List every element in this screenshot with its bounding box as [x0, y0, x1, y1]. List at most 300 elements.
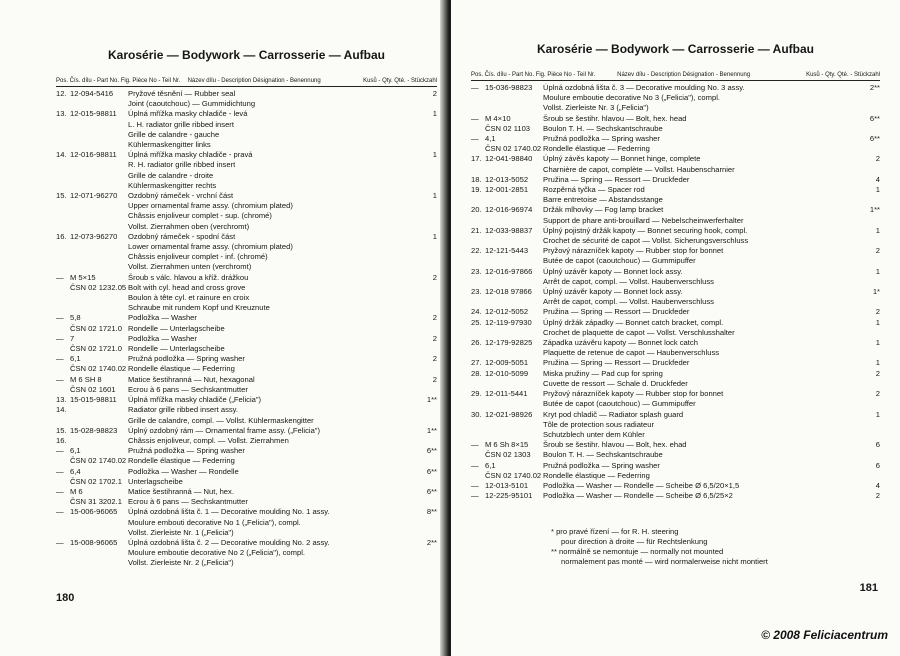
part-position: —: [471, 440, 479, 450]
part-number: [70, 181, 128, 191]
part-description: Charnière de capot, complète — Vollst. Haubenscharnier: [543, 164, 735, 174]
part-quantity: 2: [875, 307, 880, 317]
part-number: [485, 399, 543, 409]
part-number: 6,1: [485, 460, 496, 470]
part-quantity: 1: [875, 317, 880, 327]
part-number: 12-015-98811: [70, 109, 117, 119]
part-description: Radiator grille ribbed insert assy.: [128, 405, 239, 415]
part-number: [485, 216, 543, 226]
part-number: [70, 293, 128, 303]
part-description: Moulure embouti decorative No 1 („Felicia"), compl.: [128, 517, 301, 527]
part-description: Úplná ozdobná lišta č. 1 — Decorative moulding No. 1 assy.: [128, 507, 330, 517]
part-position: [56, 201, 70, 211]
part-description: Moulure emboutie decorative No 3 („Felicia"), compl.: [543, 93, 720, 103]
part-description: Moulure emboutie decorative No 2 („Felicia"), compl.: [128, 548, 305, 558]
part-number: 12-119-97930: [485, 317, 532, 327]
part-quantity: [862, 195, 880, 205]
part-description: Boulon à tête cyl. et rainure en croix: [128, 293, 250, 303]
left-column-header: [56, 78, 437, 85]
part-number: M 6: [70, 486, 83, 496]
part-position: [56, 283, 70, 293]
part-number: ČSN 02 1103: [485, 123, 531, 133]
part-row: [471, 114, 880, 124]
part-description: Úplný ozdobný rám — Ornamental frame assy. („Felicia"): [128, 425, 321, 435]
part-description: Plaquette de retenue de capot — Haubenverschluss: [543, 348, 720, 358]
part-row: [56, 222, 437, 232]
part-row: [471, 134, 880, 144]
part-row: [56, 181, 437, 191]
part-quantity: 2: [875, 389, 880, 399]
part-number: [70, 242, 128, 252]
part-number: M 5×15: [70, 272, 96, 282]
part-row: [471, 410, 880, 420]
part-quantity: [862, 420, 880, 430]
part-quantity: [419, 99, 437, 109]
part-row: [56, 385, 437, 395]
part-number: 12-033-98837: [485, 225, 533, 235]
part-quantity: 6**: [869, 113, 880, 123]
part-position: [471, 236, 485, 246]
part-description: Úplná mřížka masky chladiče - pravá: [128, 150, 253, 160]
part-number: [70, 160, 128, 170]
part-number: [70, 120, 128, 130]
part-quantity: [862, 124, 880, 134]
part-quantity: 6**: [426, 446, 437, 456]
part-quantity: [419, 497, 437, 507]
part-row: [471, 103, 880, 113]
part-description: Pružná podložka — Spring washer: [543, 460, 660, 470]
part-number: [70, 262, 128, 272]
part-quantity: 1: [432, 231, 437, 241]
part-row: [56, 456, 437, 466]
right-col-part-header: Pos. Čís. dílu - Part No. Fig. Pièce No - Teil Nr.: [471, 72, 596, 78]
part-row: [471, 461, 880, 471]
part-position: [471, 348, 485, 358]
left-col-part-header: Pos. Čís. dílu - Part No. Fig. Pièce No - Teil Nr.: [56, 78, 181, 84]
part-position: 22.: [471, 246, 482, 256]
right-page-number: 181: [859, 582, 878, 594]
part-number: [485, 103, 543, 113]
part-position: [56, 456, 70, 466]
part-description: Barre entretoise — Abstandsstange: [543, 195, 663, 205]
part-row: [56, 89, 437, 99]
part-number: [485, 430, 543, 440]
left-page-number: 180: [56, 592, 75, 604]
part-description: Boulon T. H. — Sechskantschraube: [543, 450, 663, 460]
footnote: ** normálně se nemontuje — normally not mounted: [551, 547, 724, 557]
part-quantity: 2: [432, 374, 437, 384]
part-description: Crochet de sécurité de capot — Vollst. Sicherungsverschluss: [543, 236, 749, 246]
part-number: [485, 236, 543, 246]
part-description: Úplný uzávěr kapoty — Bonnet lock assy.: [543, 266, 683, 276]
part-number: 12-011-5441: [485, 389, 528, 399]
part-position: 27.: [471, 358, 482, 368]
part-position: 30.: [471, 409, 482, 419]
part-row: [56, 416, 437, 426]
part-description: Rondelle élastique — Federring: [128, 364, 235, 374]
part-position: [56, 181, 70, 191]
part-description: Grille de calandre - gauche: [128, 129, 220, 139]
part-quantity: [862, 430, 880, 440]
part-description: Upper ornamental frame assy. (chromium plated): [128, 201, 293, 211]
footnote: normalement pas monté — wird normalerweise nicht montiert: [561, 557, 768, 567]
right-header-rule: [471, 80, 880, 81]
left-page-heading: Karosérie — Bodywork — Carrosserie — Aufbau: [108, 48, 385, 62]
part-number: [70, 416, 128, 426]
part-position: [471, 328, 485, 338]
part-number: 12-094-5416: [70, 89, 114, 98]
part-quantity: 1**: [426, 425, 437, 435]
part-row: [56, 232, 437, 242]
part-quantity: [419, 344, 437, 354]
part-number: ČSN 02 1740.02: [70, 364, 127, 374]
part-number: [70, 558, 128, 568]
part-quantity: [862, 103, 880, 113]
part-quantity: 2**: [869, 83, 880, 92]
part-quantity: [419, 558, 437, 568]
part-quantity: [862, 399, 880, 409]
part-quantity: 1: [875, 409, 880, 419]
part-description: Châssis enjoliveur complet - inf. (chromé): [128, 252, 268, 262]
part-number: [70, 201, 128, 211]
part-description: Crochet de plaquette de capot — Vollst. Verschlusshalter: [543, 327, 735, 337]
part-quantity: [419, 436, 437, 446]
part-row: [56, 150, 437, 160]
part-position: —: [471, 113, 479, 123]
part-description: Pružná podložka — Spring washer: [128, 354, 245, 364]
part-position: 20.: [471, 205, 482, 215]
part-number: ČSN 02 1740.02: [485, 144, 542, 154]
part-row: [471, 471, 880, 481]
part-description: Ecrou à 6 pans — Sechskantmutter: [128, 497, 248, 507]
part-row: [471, 481, 880, 491]
part-position: 16.: [56, 435, 67, 445]
footnotes: [471, 527, 880, 567]
part-position: [56, 497, 70, 507]
part-number: 15-008-96065: [70, 537, 118, 547]
part-description: Miska pružiny — Pad cup for spring: [543, 368, 663, 378]
part-quantity: [419, 130, 437, 140]
part-quantity: 2**: [426, 537, 437, 547]
part-number: [70, 405, 128, 415]
part-number: [70, 528, 128, 538]
part-description: Schraube mit rundem Kopf und Kreuznute: [128, 303, 270, 313]
part-position: [56, 222, 70, 232]
part-position: 29.: [471, 389, 482, 399]
part-position: 17.: [471, 154, 482, 164]
part-quantity: 6**: [426, 466, 437, 476]
part-position: [56, 262, 70, 272]
part-position: [471, 195, 485, 205]
part-description: Pružná podložka — Spring washer: [128, 446, 245, 456]
part-number: [70, 518, 128, 528]
part-quantity: 2: [875, 246, 880, 256]
part-number: 12-016-97866: [485, 266, 533, 276]
part-row: [56, 283, 437, 293]
part-description: Rondelle élastique — Federring: [543, 144, 650, 154]
part-description: Vollst. Zierleiste Nr. 2 („Felicia"): [128, 558, 234, 568]
part-number: M 4×10: [485, 113, 511, 123]
part-quantity: 2: [875, 491, 880, 501]
part-description: Arrêt de capot, compl. — Vollst. Haubenverschluss: [543, 297, 714, 307]
part-number: [70, 211, 128, 221]
part-row: [471, 307, 880, 317]
part-description: Ozdobný rámeček - spodní část: [128, 231, 236, 241]
part-row: [471, 93, 880, 103]
part-position: 16.: [56, 231, 67, 241]
part-quantity: [862, 216, 880, 226]
right-page-heading: Karosérie — Bodywork — Carrosserie — Aufbau: [537, 42, 814, 56]
part-row: [471, 216, 880, 226]
part-quantity: 6: [875, 440, 880, 450]
part-description: Vollst. Zierleiste Nr. 1 („Felicia"): [128, 527, 234, 537]
part-quantity: [419, 303, 437, 313]
part-quantity: [862, 328, 880, 338]
part-position: [56, 548, 70, 558]
part-description: Kühlermaskengitter links: [128, 140, 211, 150]
part-number: [485, 420, 543, 430]
part-number: [70, 548, 128, 558]
part-quantity: [419, 222, 437, 232]
part-row: [56, 558, 437, 568]
part-position: 18.: [471, 174, 482, 184]
part-position: —: [471, 491, 479, 501]
part-quantity: [862, 277, 880, 287]
part-quantity: [419, 140, 437, 150]
part-row: [471, 318, 880, 328]
part-number: [70, 303, 128, 313]
part-row: [471, 430, 880, 440]
part-number: 12-018 97866: [485, 287, 532, 297]
part-row: [471, 165, 880, 175]
part-number: 6,1: [70, 354, 81, 364]
part-quantity: 2: [875, 154, 880, 164]
part-number: 15-028-98823: [70, 425, 118, 435]
part-position: [56, 211, 70, 221]
part-number: 12-010-5099: [485, 368, 529, 378]
part-number: 5,8: [70, 313, 81, 323]
part-row: [56, 395, 437, 405]
part-quantity: [862, 144, 880, 154]
part-description: Vollst. Zierleiste Nr. 3 („Felicia"): [543, 103, 649, 113]
part-quantity: [419, 160, 437, 170]
part-number: [485, 379, 543, 389]
part-number: [485, 93, 543, 103]
part-quantity: [862, 471, 880, 481]
part-description: Úplný závěs kapoty — Bonnet hinge, complete: [543, 154, 701, 164]
part-position: [471, 144, 485, 154]
right-parts-list: [471, 83, 880, 501]
part-position: [471, 420, 485, 430]
part-description: Unterlagscheibe: [128, 476, 183, 486]
part-row: [56, 497, 437, 507]
right-col-qty-header: Kusů - Qty. Qté. - Stückzahl: [806, 72, 880, 78]
part-row: [56, 242, 437, 252]
part-number: [70, 99, 128, 109]
part-description: Držák mlhovky — Fog lamp bracket: [543, 205, 664, 215]
part-description: Úplný uzávěr kapoty — Bonnet lock assy.: [543, 287, 683, 297]
part-row: [56, 446, 437, 456]
part-position: —: [56, 354, 64, 364]
part-position: 23.: [471, 266, 482, 276]
part-row: [56, 426, 437, 436]
part-position: [471, 471, 485, 481]
part-number: 4,1: [485, 134, 496, 144]
part-quantity: 1: [875, 225, 880, 235]
part-description: Podložka — Washer — Rondelle: [128, 466, 239, 476]
part-number: 12-013-5101: [485, 480, 529, 490]
part-row: [56, 130, 437, 140]
footnote: * pro pravé řízení — for R. H. steering: [551, 527, 679, 537]
part-number: 12-073-96270: [70, 231, 118, 241]
part-description: Úplná ozdobná lišta č. 2 — Decorative moulding No. 2 assy.: [128, 537, 330, 547]
part-number: [70, 252, 128, 262]
part-row: [56, 487, 437, 497]
part-quantity: 2: [432, 272, 437, 282]
part-quantity: [419, 405, 437, 415]
part-quantity: [419, 211, 437, 221]
part-quantity: [862, 450, 880, 460]
part-description: Rondelle — Unterlagscheibe: [128, 344, 225, 354]
part-row: [471, 369, 880, 379]
part-row: [471, 83, 880, 93]
part-position: 15.: [56, 425, 67, 435]
part-row: [56, 201, 437, 211]
part-quantity: 6**: [869, 134, 880, 144]
right-col-desc-header: Název dílu - Description Désignation - Benennung: [617, 72, 751, 78]
part-quantity: [419, 456, 437, 466]
part-row: [56, 518, 437, 528]
part-quantity: [419, 477, 437, 487]
part-position: [56, 130, 70, 140]
part-row: [56, 140, 437, 150]
part-quantity: 1: [875, 266, 880, 276]
part-description: Matice šestihranná — Nut, hexagonal: [128, 374, 255, 384]
footnote: pour direction à droite — für Rechtslenkung: [561, 537, 708, 547]
part-description: Úplná ozdobná lišta č. 3 — Decorative moulding No. 3 assy.: [543, 83, 745, 92]
part-number: 12-012-5052: [485, 307, 529, 317]
part-position: [471, 297, 485, 307]
part-quantity: [419, 252, 437, 262]
part-quantity: [862, 379, 880, 389]
part-description: Úplná mřížka masky chladiče („Felicia"): [128, 395, 262, 405]
part-position: [56, 99, 70, 109]
part-description: Bolt with cyl. head and cross grove: [128, 282, 246, 292]
part-row: [56, 507, 437, 517]
part-row: [56, 293, 437, 303]
part-row: [56, 252, 437, 262]
left-parts-list: [56, 89, 437, 569]
part-row: [471, 379, 880, 389]
part-quantity: 2: [432, 333, 437, 343]
part-quantity: 1: [432, 191, 437, 201]
part-description: Cuvette de ressort — Schale d. Druckfeder: [543, 378, 688, 388]
part-position: 15.: [56, 191, 67, 201]
part-description: Pružina — Spring — Ressort — Druckfeder: [543, 307, 690, 317]
part-number: [70, 140, 128, 150]
part-number: 12-009-5051: [485, 358, 529, 368]
part-quantity: [419, 120, 437, 130]
part-quantity: 8**: [426, 507, 437, 517]
right-page: [451, 0, 900, 656]
part-quantity: [419, 293, 437, 303]
part-row: [471, 287, 880, 297]
part-row: [56, 364, 437, 374]
part-row: [56, 538, 437, 548]
part-description: Podložka — Washer: [128, 313, 197, 323]
part-row: [471, 175, 880, 185]
part-number: ČSN 02 1721.0: [70, 323, 122, 333]
part-number: [485, 328, 543, 338]
part-position: [56, 160, 70, 170]
left-header-rule: [56, 86, 437, 87]
part-quantity: 1: [875, 185, 880, 195]
part-description: Podložka — Washer — Rondelle — Scheibe Ø 6,5/25×2: [543, 491, 733, 501]
part-number: ČSN 02 1303: [485, 450, 531, 460]
part-position: [471, 216, 485, 226]
part-position: 14.: [56, 405, 67, 415]
part-position: —: [56, 537, 64, 547]
part-number: 15-015-98811: [70, 395, 117, 405]
part-description: Butée de capot (caoutchouc) — Gummipuffer: [543, 399, 696, 409]
part-position: [56, 364, 70, 374]
part-row: [471, 236, 880, 246]
part-description: Châssis enjoliveur complet - sup. (chromé): [128, 211, 272, 221]
part-row: [56, 273, 437, 283]
part-row: [56, 436, 437, 446]
part-number: 12-021-98926: [485, 409, 533, 419]
part-description: Šroub s válc. hlavou a kříž. drážkou: [128, 272, 249, 282]
part-position: —: [56, 374, 64, 384]
part-row: [56, 405, 437, 415]
part-position: [471, 93, 485, 103]
part-number: 6,1: [70, 446, 81, 456]
left-page: [0, 0, 447, 656]
part-number: 12-121-5443: [485, 246, 529, 256]
part-row: [471, 338, 880, 348]
part-row: [471, 124, 880, 134]
part-description: Podložka — Washer: [128, 333, 197, 343]
part-quantity: 1**: [869, 205, 880, 215]
part-position: 13.: [56, 109, 67, 119]
part-number: 15-006-96065: [70, 507, 118, 517]
part-row: [471, 154, 880, 164]
part-position: [56, 242, 70, 252]
part-description: Kryt pod chladič — Radiator splash guard: [543, 409, 684, 419]
part-number: M 6 Sh 8×15: [485, 440, 529, 450]
part-position: [471, 430, 485, 440]
part-description: Butée de capot (caoutchouc) — Gummipuffer: [543, 256, 696, 266]
left-col-qty-header: Kusů - Qty. Qté. - Stückzahl: [363, 78, 437, 84]
part-row: [56, 375, 437, 385]
part-row: [471, 399, 880, 409]
part-row: [471, 185, 880, 195]
part-description: Pryžový nárazníček kapoty — Rubber stop for bonnet: [543, 389, 724, 399]
part-row: [56, 109, 437, 119]
part-position: —: [56, 333, 64, 343]
part-description: Grille de calandre - droite: [128, 170, 214, 180]
part-position: 26.: [471, 338, 482, 348]
part-quantity: [862, 256, 880, 266]
part-number: 15-036-98823: [485, 83, 533, 92]
part-quantity: [419, 242, 437, 252]
part-description: Rondelle élastique — Federring: [543, 470, 650, 480]
part-description: Pružná podložka — Spring washer: [543, 134, 660, 144]
part-quantity: 1**: [426, 395, 437, 405]
part-position: 28.: [471, 368, 482, 378]
part-description: Západka uzávěru kapoty — Bonnet lock catch: [543, 338, 698, 348]
part-quantity: [862, 297, 880, 307]
